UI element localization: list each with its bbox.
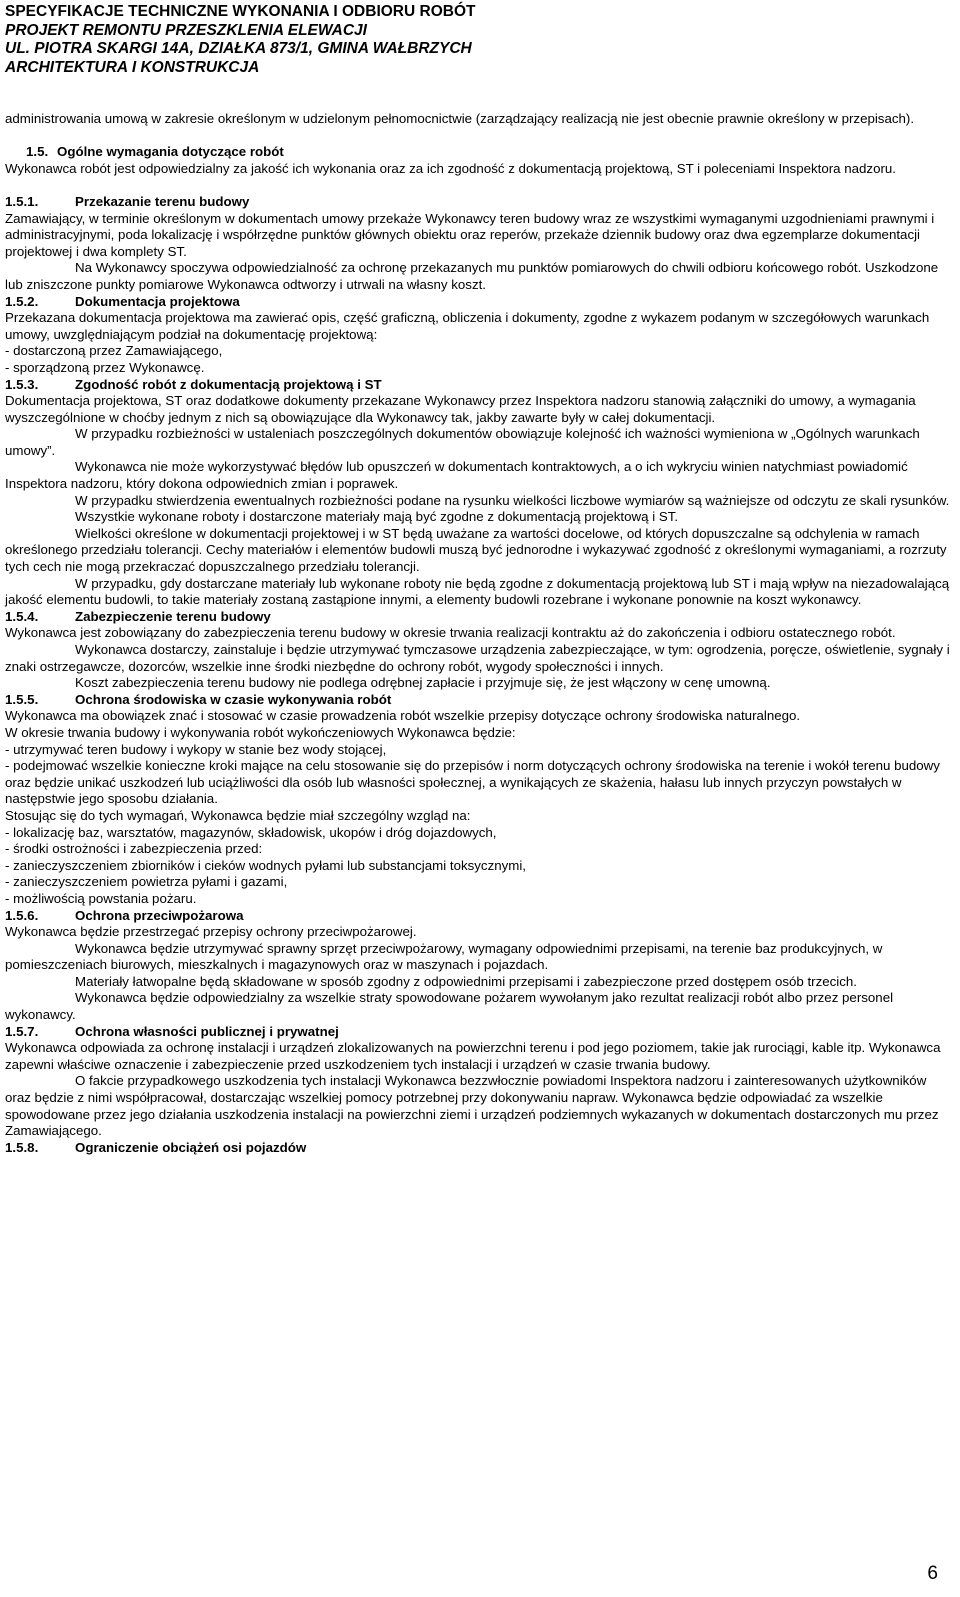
intro-paragraph: administrowania umową w zakresie określonym w udzielonym pełnomocnictwie (zarządzający realizacją nie jest obecnie prawnie określony w przepisach). xyxy=(5,111,915,126)
section-title: Ochrona środowiska w czasie wykonywania robót xyxy=(75,691,392,707)
section-number: 1.5.7. xyxy=(5,1023,39,1039)
paragraph: Dokumentacja projektowa, ST oraz dodatkowe dokumenty przekazane Wykonawcy przez Inspektora nadzoru stanowią załączniki do umowy, a wymagania wyszczególnione w choćby jednym z nich są obowiązujące dla Wykonawcy tak, jakby zawarte były w całej dokumentacji. xyxy=(5,393,916,425)
section-title: Dokumentacja projektowa xyxy=(75,293,240,309)
paragraph: W przypadku, gdy dostarczane materiały lub wykonane roboty nie będą zgodne z dokumentacją projektową lub ST i mają wpływ na niezadowalającą jakość elementu budowli, to takie materiały zostaną zastąpione innymi, a elementy budowli rozebrane i wykonane ponownie na koszt wykonawcy. xyxy=(5,575,950,608)
list-item: - możliwością powstania pożaru. xyxy=(5,890,197,906)
section-heading-1-5-2 xyxy=(5,294,953,311)
section-number: 1.5.3. xyxy=(5,376,39,392)
section-heading-1-5-6 xyxy=(5,908,953,925)
paragraph: Na Wykonawcy spoczywa odpowiedzialność za ochronę przekazanych mu punktów pomiarowych do chwili odbioru końcowego robót. Uszkodzone lub zniszczone punkty pomiarowe Wykonawca odtworzy i utrwali na własny koszt. xyxy=(5,260,939,292)
section-number: 1.5.6. xyxy=(5,907,39,923)
paragraph: W przypadku rozbieżności w ustaleniach poszczególnych dokumentów obowiązuje kolejność ich ważności wymieniona w „Ogólnych warunkach umowy”. xyxy=(5,426,920,458)
paragraph: Wykonawca dostarczy, zainstaluje i będzie utrzymywać tymczasowe urządzenia zabezpieczające, w tym: ogrodzenia, poręcze, oświetlenie, sygnały i znaki ostrzegawcze, dozorców, wszelkie inne środki niezbędne do ochrony robót, wygody społeczności i innych. xyxy=(5,642,950,674)
section-title: Przekazanie terenu budowy xyxy=(75,193,250,209)
section-title: Ochrona przeciwpożarowa xyxy=(75,907,244,923)
paragraph: Zamawiający, w terminie określonym w dokumentach umowy przekaże Wykonawcy teren budowy wraz ze wszystkimi wymaganymi uzgodnieniami prawnymi i administracyjnymi, poda lokalizację i współrzędne punktów głównych obiektu oraz reperów, przekaże dziennik budowy oraz dwa egzemplarze dokumentacji projektowej i dwa komplety ST. xyxy=(5,210,935,259)
paragraph: O fakcie przypadkowego uszkodzenia tych instalacji Wykonawca bezzwłocznie powiadomi Inspektora nadzoru i zainteresowanych użytkowników oraz będzie z nimi współpracował, dostarczając wszelkiej pomocy potrzebnej przy dokonywaniu napraw. Wykonawca będzie odpowiadać za wszelkie spowodowane przez jego działania uszkodzenia instalacji na powierzchni ziemi i urządzeń podziemnych wykazanych w dokumentach dostarczonych mu przez Zamawiającego. xyxy=(5,1073,939,1139)
page-number: 6 xyxy=(927,1563,938,1584)
paragraph: Wykonawca będzie przestrzegać przepisy ochrony przeciwpożarowej. xyxy=(5,924,417,940)
document-header xyxy=(5,3,475,77)
section-heading-1-5-3 xyxy=(5,377,953,394)
header-discipline: ARCHITEKTURA I KONSTRUKCJA xyxy=(5,58,260,76)
section-heading-1-5-5 xyxy=(5,692,953,709)
section-number: 1.5.2. xyxy=(5,293,39,309)
section-number: 1.5.8. xyxy=(5,1139,39,1155)
paragraph: Wielkości określone w dokumentacji projektowej i w ST będą uważane za wartości docelowe, od których dopuszczalne są odchylenia w ramach określonego przedziału tolerancji. Cechy materiałów i elementów budowli muszą być jednorodne i wykazywać zgodność z określonymi wymaganiami, a rozrzuty tych cech nie mogą przekraczać dopuszczalnego przedziału tolerancji. xyxy=(5,525,947,575)
paragraph: Wykonawca ma obowiązek znać i stosować w czasie prowadzenia robót wszelkie przepisy dotyczące ochrony środowiska naturalnego. xyxy=(5,708,801,724)
section-heading-1-5-4 xyxy=(5,609,953,626)
section-number: 1.5. xyxy=(26,144,49,160)
header-title: SPECYFIKACJE TECHNICZNE WYKONANIA I ODBIORU ROBÓT xyxy=(5,3,476,20)
section-title: Ograniczenie obciążeń osi pojazdów xyxy=(75,1139,307,1155)
paragraph: Wykonawca nie może wykorzystywać błędów lub opuszczeń w dokumentach kontraktowych, a o ich wykryciu winien natychmiast powiadomić Inspektora nadzoru, który dokona odpowiednich zmian i poprawek. xyxy=(5,459,908,492)
list-item: - lokalizację baz, warsztatów, magazynów, składowisk, ukopów i dróg dojazdowych, xyxy=(5,824,497,840)
paragraph: Przekazana dokumentacja projektowa ma zawierać opis, część graficzną, obliczenia i dokumenty, zgodne z wykazem podanym w szczegółowych warunkach umowy, uwzględniającym podział na dokumentację projektową: xyxy=(5,310,930,342)
paragraph: Stosując się do tych wymagań, Wykonawca będzie miał szczególny wzgląd na: xyxy=(5,807,471,823)
list-item: - utrzymywać teren budowy i wykopy w stanie bez wody stojącej, xyxy=(5,741,387,757)
list-item: - zanieczyszczeniem powietrza pyłami i gazami, xyxy=(5,874,288,890)
section-title: Zgodność robót z dokumentacją projektową i ST xyxy=(75,376,382,392)
paragraph: Wykonawca odpowiada za ochronę instalacji i urządzeń zlokalizowanych na powierzchni terenu i pod jego poziomem, takie jak rurociągi, kable itp. Wykonawca zapewni właściwe oznaczenie i zabezpieczenie przed uszkodzeniem tych instalacji i urządzeń w czasie trwania budowy. xyxy=(5,1040,941,1072)
paragraph: Koszt zabezpieczenia terenu budowy nie podlega odrębnej zapłacie i przyjmuje się, że jest włączony w cenę umowną. xyxy=(75,675,771,691)
section-heading-1-5-1 xyxy=(5,194,953,211)
section-title: Ogólne wymagania dotyczące robót xyxy=(57,144,284,160)
list-item: - podejmować wszelkie konieczne kroki mające na celu stosowanie się do przepisów i norm dotyczących ochrony środowiska na terenie i wokół terenu budowy oraz będzie unikać uszkodzeń lub uciążliwości dla osób lub własności społecznej, a wynikających ze skażenia, hałasu lub innych przyczyn powstałych w następstwie jego sposobu działania. xyxy=(5,758,940,807)
section-number: 1.5.4. xyxy=(5,608,39,624)
section-heading-1-5-8 xyxy=(5,1140,953,1157)
paragraph: Wykonawca będzie utrzymywać sprawny sprzęt przeciwpożarowy, wymagany odpowiednimi przepisami, na terenie baz produkcyjnych, w pomieszczeniach biurowych, mieszkalnych i magazynowych oraz w maszynach i pojazdach. xyxy=(5,940,883,973)
section-title: Zabezpieczenie terenu budowy xyxy=(75,608,271,624)
section-heading-1-5-7 xyxy=(5,1024,953,1041)
list-item: - sporządzoną przez Wykonawcę. xyxy=(5,359,205,375)
list-item: - dostarczoną przez Zamawiającego, xyxy=(5,343,223,359)
section-number: 1.5.5. xyxy=(5,691,39,707)
list-item: - zanieczyszczeniem zbiorników i cieków wodnych pyłami lub substancjami toksycznymi, xyxy=(5,857,526,873)
section-number: 1.5.1. xyxy=(5,193,39,209)
header-address: UL. PIOTRA SKARGI 14A, DZIAŁKA 873/1, GMINA WAŁBRZYCH xyxy=(5,40,472,57)
paragraph: W przypadku stwierdzenia ewentualnych rozbieżności podane na rysunku wielkości liczbowe wymiarów są ważniejsze od odczytu ze skali rysunków. xyxy=(75,492,950,508)
paragraph: Wykonawca będzie odpowiedzialny za wszelkie straty spowodowane pożarem wywołanym jako rezultat realizacji robót albo przez personel wykonawcy. xyxy=(5,990,894,1023)
paragraph: Wykonawca robót jest odpowiedzialny za jakość ich wykonania oraz za ich zgodność z dokumentacją projektową, ST i poleceniami Inspektora nadzoru. xyxy=(5,160,896,176)
document-body xyxy=(5,111,953,1156)
paragraph: Materiały łatwopalne będą składowane w sposób zgodny z odpowiednimi przepisami i zabezpieczone przed dostępem osób trzecich. xyxy=(75,973,857,989)
section-title: Ochrona własności publicznej i prywatnej xyxy=(75,1023,339,1039)
paragraph: Wykonawca jest zobowiązany do zabezpieczenia terenu budowy w okresie trwania realizacji kontraktu aż do zakończenia i odbioru ostatecznego robót. xyxy=(5,625,896,641)
header-project: PROJEKT REMONTU PRZESZKLENIA ELEWACJI xyxy=(5,21,367,39)
section-heading-1-5 xyxy=(5,144,953,161)
paragraph: Wszystkie wykonane roboty i dostarczone materiały mają być zgodne z dokumentacją projektową i ST. xyxy=(75,509,679,525)
list-item: - środki ostrożności i zabezpieczenia przed: xyxy=(5,841,263,857)
paragraph: W okresie trwania budowy i wykonywania robót wykończeniowych Wykonawca będzie: xyxy=(5,724,516,740)
